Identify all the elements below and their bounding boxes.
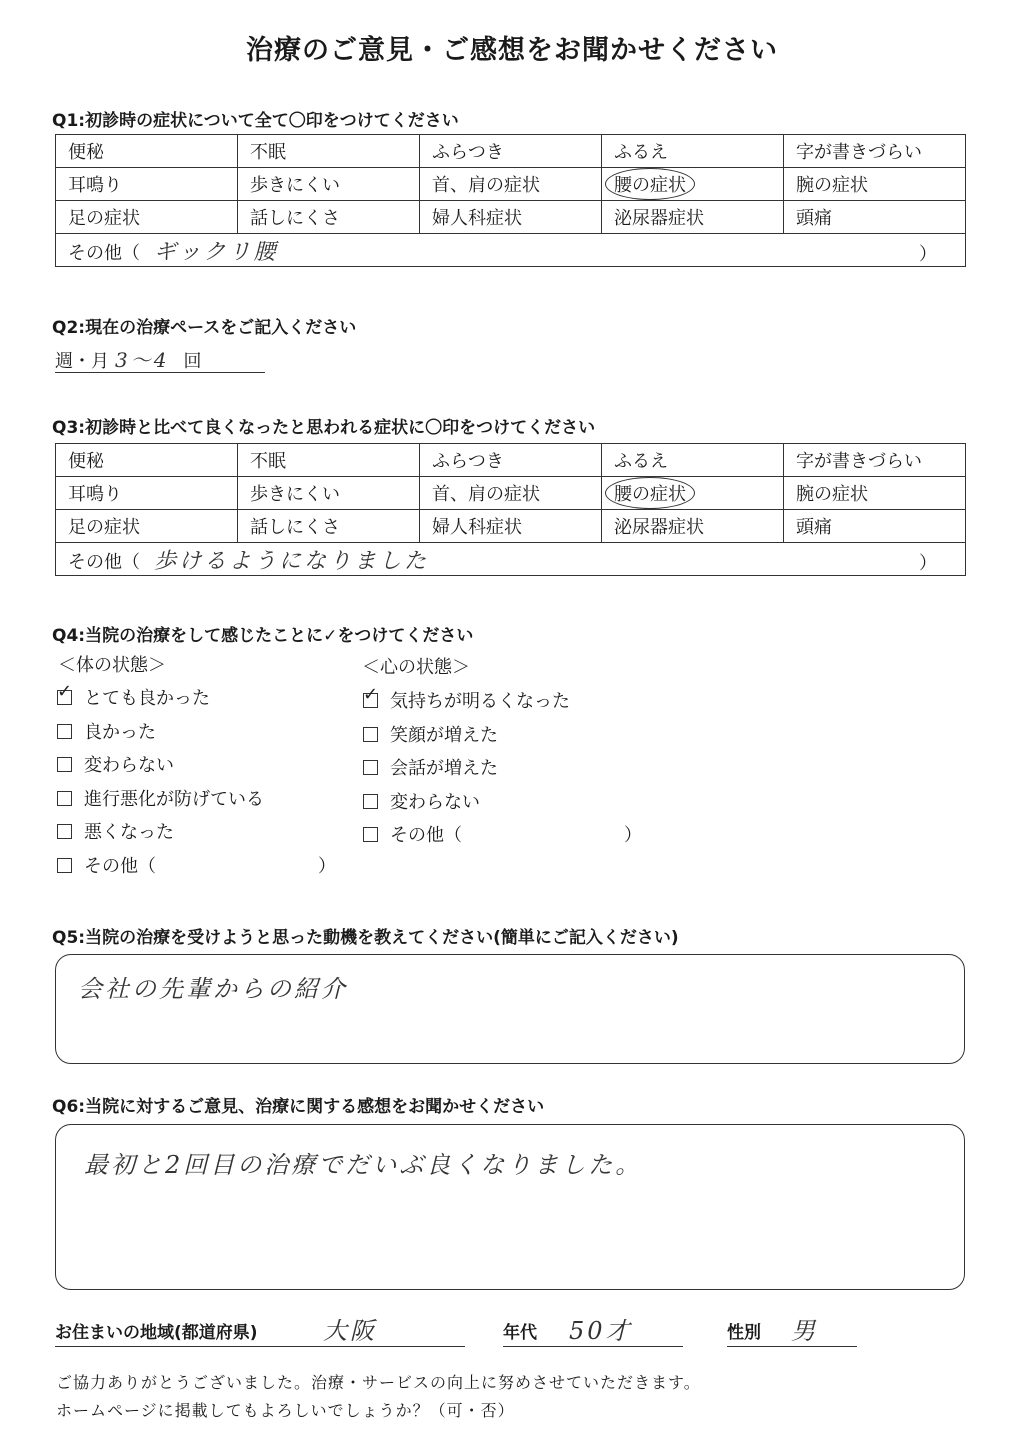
checkbox-icon[interactable] bbox=[363, 727, 378, 742]
checkbox-label: その他（ ） bbox=[84, 855, 336, 877]
symptom-label: 首、肩の症状 bbox=[432, 484, 540, 505]
symptom-cell[interactable] bbox=[602, 201, 784, 234]
page-title: 治療のご意見・ご感想をお聞かせください bbox=[246, 35, 778, 66]
checkbox-item[interactable] bbox=[363, 687, 570, 713]
symptom-row bbox=[56, 444, 966, 477]
symptom-cell[interactable] bbox=[56, 201, 238, 234]
region-field[interactable] bbox=[55, 1316, 465, 1347]
symptom-label: 不眠 bbox=[250, 451, 286, 472]
symptom-cell[interactable] bbox=[784, 477, 966, 510]
q2-handwritten-value: 3〜4 bbox=[115, 348, 170, 372]
q4-mind-label: ＜心の状態＞ bbox=[362, 657, 470, 678]
symptom-label: 足の症状 bbox=[68, 517, 140, 538]
symptom-cell[interactable] bbox=[238, 168, 420, 201]
symptom-other-field[interactable] bbox=[56, 543, 966, 576]
symptom-cell[interactable] bbox=[784, 510, 966, 543]
region-value: 大阪 bbox=[323, 1317, 377, 1345]
symptom-cell[interactable] bbox=[602, 168, 784, 201]
symptom-label: 不眠 bbox=[250, 142, 286, 163]
checkbox-item[interactable] bbox=[363, 821, 642, 847]
symptom-cell[interactable] bbox=[420, 510, 602, 543]
symptom-cell[interactable] bbox=[238, 477, 420, 510]
q5-heading: Q5:当院の治療を受けようと思った動機を教えてください(簡単にご記入ください) bbox=[52, 928, 679, 948]
age-label: 年代 bbox=[503, 1323, 537, 1343]
q5-handwritten-answer: 会社の先輩からの紹介 bbox=[78, 975, 348, 1003]
q6-handwritten-answer: 最初と2回目の治療でだいぶ良くなりました。 bbox=[84, 1151, 643, 1179]
q6-heading: Q6:当院に対するご意見、治療に関する感想をお聞かせください bbox=[52, 1097, 545, 1117]
checkbox-label: 良かった bbox=[84, 721, 156, 743]
symptom-cell[interactable] bbox=[602, 510, 784, 543]
symptom-label: 泌尿器症状 bbox=[614, 208, 704, 229]
checkbox-label: 変わらない bbox=[390, 791, 480, 813]
checkbox-label: 会話が増えた bbox=[390, 758, 498, 779]
q5-answer-box[interactable] bbox=[55, 954, 965, 1064]
region-label: お住まいの地域(都道府県) bbox=[55, 1323, 258, 1343]
symptom-label: 腰の症状 bbox=[605, 168, 695, 200]
checkbox-icon[interactable] bbox=[57, 824, 72, 839]
q4-heading: Q4:当院の治療をして感じたことに✓をつけてください bbox=[52, 626, 474, 646]
symptom-label: 足の症状 bbox=[68, 208, 140, 229]
symptom-label: ふるえ bbox=[614, 451, 668, 472]
symptom-cell[interactable] bbox=[238, 201, 420, 234]
symptom-label: 腰の症状 bbox=[605, 477, 695, 509]
checkbox-item[interactable] bbox=[57, 718, 156, 744]
other-label: その他（ bbox=[68, 551, 140, 573]
checkbox-icon[interactable] bbox=[363, 760, 378, 775]
checkbox-label: 進行悪化が防げている bbox=[84, 788, 264, 810]
q6-answer-box[interactable] bbox=[55, 1124, 965, 1290]
q2-heading: Q2:現在の治療ペースをご記入ください bbox=[52, 318, 357, 338]
checkbox-icon[interactable] bbox=[57, 690, 72, 705]
symptom-label: 歩きにくい bbox=[250, 175, 340, 196]
other-label: その他（ bbox=[68, 242, 140, 264]
symptom-cell[interactable] bbox=[784, 444, 966, 477]
symptom-label: 字が書きづらい bbox=[796, 451, 922, 472]
symptom-label: 話しにくさ bbox=[250, 517, 340, 538]
symptom-label: 便秘 bbox=[68, 142, 104, 163]
symptom-label: ふるえ bbox=[614, 142, 668, 163]
gender-field[interactable] bbox=[727, 1316, 857, 1347]
symptom-cell[interactable] bbox=[56, 444, 238, 477]
other-handwritten-value: ギックリ腰 bbox=[154, 239, 279, 265]
symptom-cell[interactable] bbox=[238, 444, 420, 477]
symptom-cell[interactable] bbox=[56, 477, 238, 510]
symptom-label: 話しにくさ bbox=[250, 208, 340, 229]
symptom-cell[interactable] bbox=[602, 135, 784, 168]
checkbox-item[interactable] bbox=[363, 721, 498, 747]
q2-prefix: 週・月 bbox=[55, 351, 109, 372]
checkbox-icon[interactable] bbox=[57, 858, 72, 873]
checkbox-icon[interactable] bbox=[363, 693, 378, 708]
symptom-label: 耳鳴り bbox=[68, 484, 122, 505]
symptom-cell[interactable] bbox=[420, 135, 602, 168]
checkbox-item[interactable] bbox=[57, 852, 336, 878]
checkbox-label: その他（ ） bbox=[390, 825, 642, 846]
symptom-other-row bbox=[56, 234, 966, 267]
thanks-note: ご協力ありがとうございました。治療・サービスの向上に努めさせていただきます。 bbox=[56, 1373, 701, 1392]
checkbox-item[interactable] bbox=[57, 785, 264, 811]
symptom-row bbox=[56, 135, 966, 168]
symptom-row bbox=[56, 168, 966, 201]
gender-label: 性別 bbox=[727, 1323, 761, 1343]
symptom-label: 字が書きづらい bbox=[796, 142, 922, 163]
symptom-cell[interactable] bbox=[420, 168, 602, 201]
q1-heading: Q1:初診時の症状について全て〇印をつけてください bbox=[52, 111, 459, 131]
checkbox-label: 変わらない bbox=[84, 755, 174, 776]
symptom-label: 歩きにくい bbox=[250, 484, 340, 505]
symptom-cell[interactable] bbox=[420, 477, 602, 510]
symptom-cell[interactable] bbox=[238, 510, 420, 543]
symptom-label: ふらつき bbox=[432, 451, 504, 472]
checkbox-icon[interactable] bbox=[57, 791, 72, 806]
checkbox-item[interactable] bbox=[363, 788, 480, 814]
age-field[interactable] bbox=[503, 1316, 683, 1347]
other-handwritten-value: 歩けるようになりました bbox=[154, 548, 430, 574]
checkbox-item[interactable] bbox=[57, 818, 174, 844]
symptom-label: 耳鳴り bbox=[68, 175, 122, 196]
symptom-label: ふらつき bbox=[432, 142, 504, 163]
other-close-paren: ） bbox=[919, 244, 937, 265]
symptom-other-row bbox=[56, 543, 966, 576]
q2-suffix: 回 bbox=[183, 351, 202, 372]
symptom-label: 腕の症状 bbox=[796, 484, 868, 505]
symptom-row bbox=[56, 477, 966, 510]
checkbox-label: とても良かった bbox=[84, 688, 210, 709]
symptom-label: 婦人科症状 bbox=[432, 208, 522, 229]
checkbox-icon[interactable] bbox=[363, 794, 378, 809]
symptom-cell[interactable] bbox=[238, 135, 420, 168]
checkbox-label: 悪くなった bbox=[84, 822, 174, 843]
symptom-label: 泌尿器症状 bbox=[614, 517, 704, 538]
publish-question: ホームページに掲載してもよろしいでしょうか？（可・否） bbox=[56, 1401, 515, 1420]
symptom-row bbox=[56, 201, 966, 234]
symptom-label: 便秘 bbox=[68, 451, 104, 472]
checkbox-icon[interactable] bbox=[363, 827, 378, 842]
q1-symptom-table bbox=[55, 134, 966, 267]
symptom-label: 頭痛 bbox=[796, 517, 832, 538]
symptom-cell[interactable] bbox=[420, 444, 602, 477]
symptom-cell[interactable] bbox=[784, 201, 966, 234]
other-close-paren: ） bbox=[919, 553, 937, 574]
q3-symptom-table bbox=[55, 443, 966, 576]
q4-body-label: ＜体の状態＞ bbox=[58, 655, 166, 676]
symptom-cell[interactable] bbox=[602, 444, 784, 477]
symptom-cell[interactable] bbox=[56, 168, 238, 201]
symptom-cell[interactable] bbox=[602, 477, 784, 510]
symptom-row bbox=[56, 510, 966, 543]
checkbox-label: 笑顔が増えた bbox=[390, 724, 498, 746]
age-value: 50才 bbox=[569, 1317, 633, 1345]
symptom-label: 首、肩の症状 bbox=[432, 175, 540, 196]
checkbox-label: 気持ちが明るくなった bbox=[390, 691, 570, 712]
checkbox-icon[interactable] bbox=[57, 757, 72, 772]
symptom-cell[interactable] bbox=[420, 201, 602, 234]
checkbox-item[interactable] bbox=[57, 684, 210, 710]
symptom-label: 腕の症状 bbox=[796, 175, 868, 196]
checkbox-icon[interactable] bbox=[57, 724, 72, 739]
q3-heading: Q3:初診時と比べて良くなったと思われる症状に〇印をつけてください bbox=[52, 418, 596, 438]
gender-value: 男 bbox=[791, 1317, 818, 1345]
symptom-label: 婦人科症状 bbox=[432, 517, 522, 538]
symptom-cell[interactable] bbox=[784, 135, 966, 168]
q2-pace-field[interactable] bbox=[55, 344, 265, 373]
symptom-other-field[interactable] bbox=[56, 234, 966, 267]
checkbox-item[interactable] bbox=[57, 751, 174, 777]
symptom-label: 頭痛 bbox=[796, 208, 832, 229]
symptom-cell[interactable] bbox=[56, 510, 238, 543]
symptom-cell[interactable] bbox=[784, 168, 966, 201]
symptom-cell[interactable] bbox=[56, 135, 238, 168]
checkbox-item[interactable] bbox=[363, 754, 498, 780]
